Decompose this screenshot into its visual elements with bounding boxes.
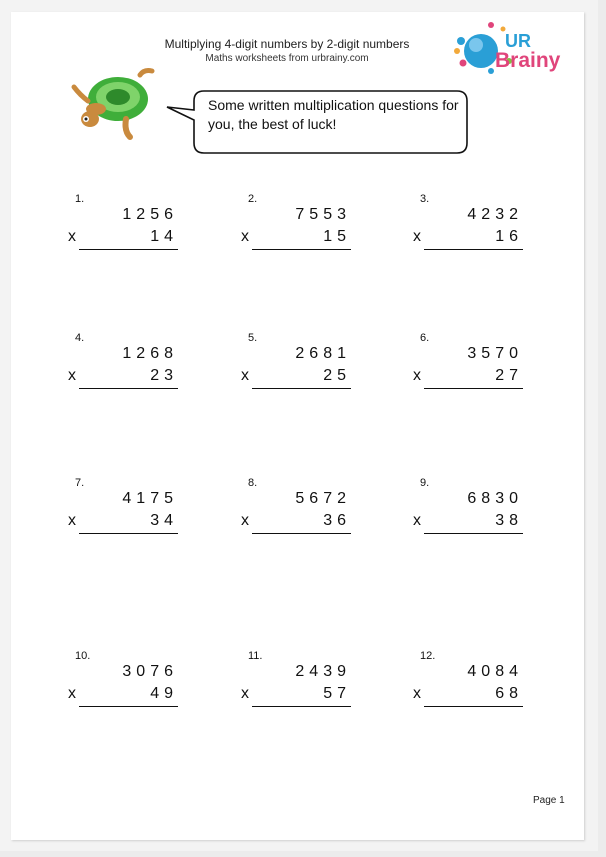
multiplier: 25 <box>323 367 351 384</box>
answer-line <box>79 706 178 707</box>
multiply-sign: x <box>241 228 249 245</box>
problem-6 <box>413 332 523 402</box>
problem-number: 5. <box>248 332 258 344</box>
multiplicand: 4084 <box>467 663 523 680</box>
problem-number: 3. <box>420 193 430 205</box>
problem-number: 4. <box>75 332 85 344</box>
urbrainy-logo <box>451 19 567 81</box>
answer-line <box>424 388 523 389</box>
horizontal-scrollbar[interactable] <box>0 851 606 857</box>
answer-line <box>252 249 351 250</box>
answer-line <box>252 533 351 534</box>
problem-12 <box>413 650 523 720</box>
multiply-sign: x <box>68 367 76 384</box>
multiplier: 16 <box>495 228 523 245</box>
problem-8 <box>241 477 351 547</box>
problem-11 <box>241 650 351 720</box>
problem-4 <box>68 332 178 402</box>
answer-line <box>252 706 351 707</box>
multiply-sign: x <box>413 228 421 245</box>
multiplicand: 7553 <box>295 206 351 223</box>
multiply-sign: x <box>413 685 421 702</box>
multiply-sign: x <box>413 367 421 384</box>
answer-line <box>424 706 523 707</box>
problem-1 <box>68 193 178 263</box>
problem-number: 8. <box>248 477 258 489</box>
page-title: Multiplying 4-digit numbers by 2-digit numbers <box>164 37 410 51</box>
problem-number: 2. <box>248 193 258 205</box>
multiplicand: 3076 <box>122 663 178 680</box>
vertical-scrollbar[interactable] <box>598 0 606 857</box>
multiplicand: 1256 <box>122 206 178 223</box>
problem-2 <box>241 193 351 263</box>
answer-line <box>252 388 351 389</box>
page-subtitle: Maths worksheets from urbrainy.com <box>205 53 369 64</box>
problem-number: 9. <box>420 477 430 489</box>
multiplicand: 3570 <box>467 345 523 362</box>
multiplier: 14 <box>150 228 178 245</box>
multiplier: 38 <box>495 512 523 529</box>
multiply-sign: x <box>68 228 76 245</box>
logo-text-brainy: Brainy <box>495 49 561 72</box>
answer-line <box>424 249 523 250</box>
answer-line <box>424 533 523 534</box>
multiplicand: 1268 <box>122 345 178 362</box>
multiplier: 15 <box>323 228 351 245</box>
turtle-mascot <box>66 67 166 147</box>
multiplicand: 5672 <box>295 490 351 507</box>
problem-5 <box>241 332 351 402</box>
speech-bubble <box>196 90 468 154</box>
problem-number: 7. <box>75 477 85 489</box>
page-number: Page 1 <box>533 795 565 806</box>
answer-line <box>79 249 178 250</box>
multiply-sign: x <box>241 512 249 529</box>
multiplier: 36 <box>323 512 351 529</box>
multiplicand: 6830 <box>467 490 523 507</box>
multiplicand: 2439 <box>295 663 351 680</box>
multiplier: 49 <box>150 685 178 702</box>
multiply-sign: x <box>241 685 249 702</box>
multiplier: 27 <box>495 367 523 384</box>
multiplier: 34 <box>150 512 178 529</box>
multiply-sign: x <box>241 367 249 384</box>
multiplier: 23 <box>150 367 178 384</box>
answer-line <box>79 388 178 389</box>
multiplicand: 2681 <box>295 345 351 362</box>
multiply-sign: x <box>413 512 421 529</box>
problem-3 <box>413 193 523 263</box>
multiplicand: 4175 <box>122 490 178 507</box>
problem-number: 11. <box>248 650 263 662</box>
problem-10 <box>68 650 178 720</box>
problem-number: 10. <box>75 650 91 662</box>
multiply-sign: x <box>68 685 76 702</box>
multiplier: 57 <box>323 685 351 702</box>
bubble-text: Some written multiplication questions for you, the best of luck! <box>208 97 459 132</box>
logo-text-ur: UR <box>505 31 531 51</box>
multiply-sign: x <box>68 512 76 529</box>
problem-number: 1. <box>75 193 85 205</box>
problem-number: 6. <box>420 332 430 344</box>
problem-9 <box>413 477 523 547</box>
multiplier: 68 <box>495 685 523 702</box>
problem-7 <box>68 477 178 547</box>
answer-line <box>79 533 178 534</box>
multiplicand: 4232 <box>467 206 523 223</box>
problem-number: 12. <box>420 650 436 662</box>
